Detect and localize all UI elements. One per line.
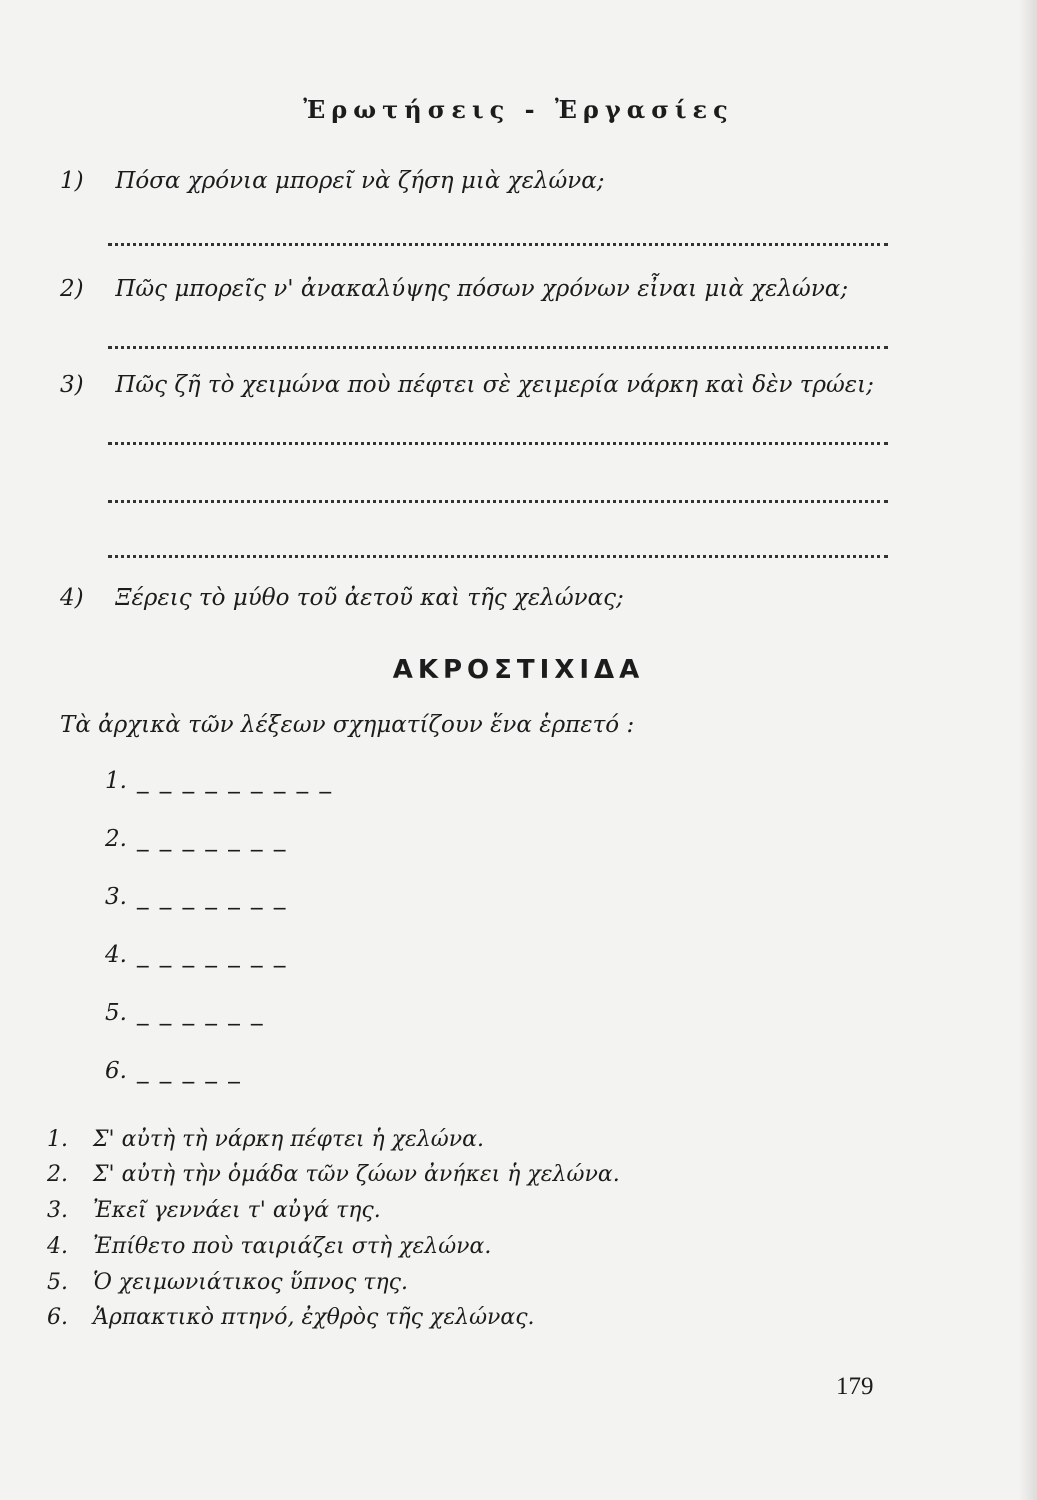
clue-5 [47,1270,408,1295]
answer-line[interactable] [108,243,888,246]
page-edge-shadow [1019,0,1037,1500]
question-number: 1) [60,168,84,194]
acrostic-row-3[interactable] [105,884,287,910]
row-number: 2. [105,826,127,852]
clue-number: 4. [47,1234,68,1259]
clue-2 [47,1162,620,1187]
clue-1 [47,1127,484,1152]
question-number: 2) [60,276,84,302]
acrostic-row-2[interactable] [105,826,287,852]
clue-text: Ἐπίθετο ποὺ ταιριάζει στὴ χελώνα. [93,1234,492,1259]
acrostic-row-6[interactable] [105,1058,242,1084]
question-number: 3) [60,372,84,398]
acrostic-title: ΑΚΡΟΣΤΙΧΙΔΑ [392,655,645,685]
row-blanks[interactable]: _ _ _ _ _ _ _ _ _ [136,768,333,794]
clue-text: Ὁ χειμωνιάτικος ὕπνος της. [93,1270,408,1295]
acrostic-row-1[interactable] [105,768,333,794]
clue-text: Σ' αὐτὴ τὴν ὁμάδα τῶν ζώων ἀνήκει ἡ χελώνα. [93,1162,620,1187]
question-text: Πῶς μπορεῖς ν' ἀνακαλύψης πόσων χρόνων εἶναι μιὰ χελώνα; [115,276,849,302]
clue-number: 5. [47,1270,68,1295]
row-number: 1. [105,768,127,794]
row-blanks[interactable]: _ _ _ _ _ [136,1058,242,1084]
question-3 [60,372,890,398]
row-blanks[interactable]: _ _ _ _ _ _ _ [136,826,288,852]
answer-line[interactable] [108,555,888,558]
row-number: 3. [105,884,127,910]
row-number: 5. [105,1000,127,1026]
clue-3 [47,1198,381,1223]
answer-line[interactable] [108,442,888,445]
question-text: Ξέρεις τὸ μύθο τοῦ ἀετοῦ καὶ τῆς χελώνας; [115,585,624,611]
row-blanks[interactable]: _ _ _ _ _ _ [136,1000,265,1026]
row-blanks[interactable]: _ _ _ _ _ _ _ [136,884,288,910]
answer-line[interactable] [108,500,888,503]
clue-number: 2. [47,1162,68,1187]
clue-number: 1. [47,1127,68,1152]
page-number: 179 [836,1373,874,1400]
question-4 [60,585,890,611]
row-number: 6. [105,1058,127,1084]
clue-text: Ἐκεῖ γεννάει τ' αὐγά της. [93,1198,381,1223]
question-text: Πόσα χρόνια μπορεῖ νὰ ζήση μιὰ χελώνα; [115,168,605,194]
clue-number: 3. [47,1198,68,1223]
page-heading: Ἐρωτήσεις - Ἐργασίες [303,95,734,124]
clue-text: Σ' αὐτὴ τὴ νάρκη πέφτει ἡ χελώνα. [93,1127,484,1152]
acrostic-row-4[interactable] [105,942,287,968]
clue-6 [47,1305,535,1330]
clue-text: Ἁρπακτικὸ πτηνό, ἐχθρὸς τῆς χελώνας. [93,1305,535,1330]
question-number: 4) [60,585,84,611]
answer-line[interactable] [108,346,888,349]
acrostic-intro: Τὰ ἀρχικὰ τῶν λέξεων σχηματίζουν ἕνα ἑρπετό : [60,712,635,738]
clue-4 [47,1234,491,1259]
question-2 [60,276,890,302]
question-1 [60,168,890,194]
clue-number: 6. [47,1305,68,1330]
row-blanks[interactable]: _ _ _ _ _ _ _ [136,942,288,968]
question-text: Πῶς ζῆ τὸ χειμώνα ποὺ πέφτει σὲ χειμερία νάρκη καὶ δὲν τρώει; [115,372,874,398]
row-number: 4. [105,942,127,968]
acrostic-row-5[interactable] [105,1000,265,1026]
